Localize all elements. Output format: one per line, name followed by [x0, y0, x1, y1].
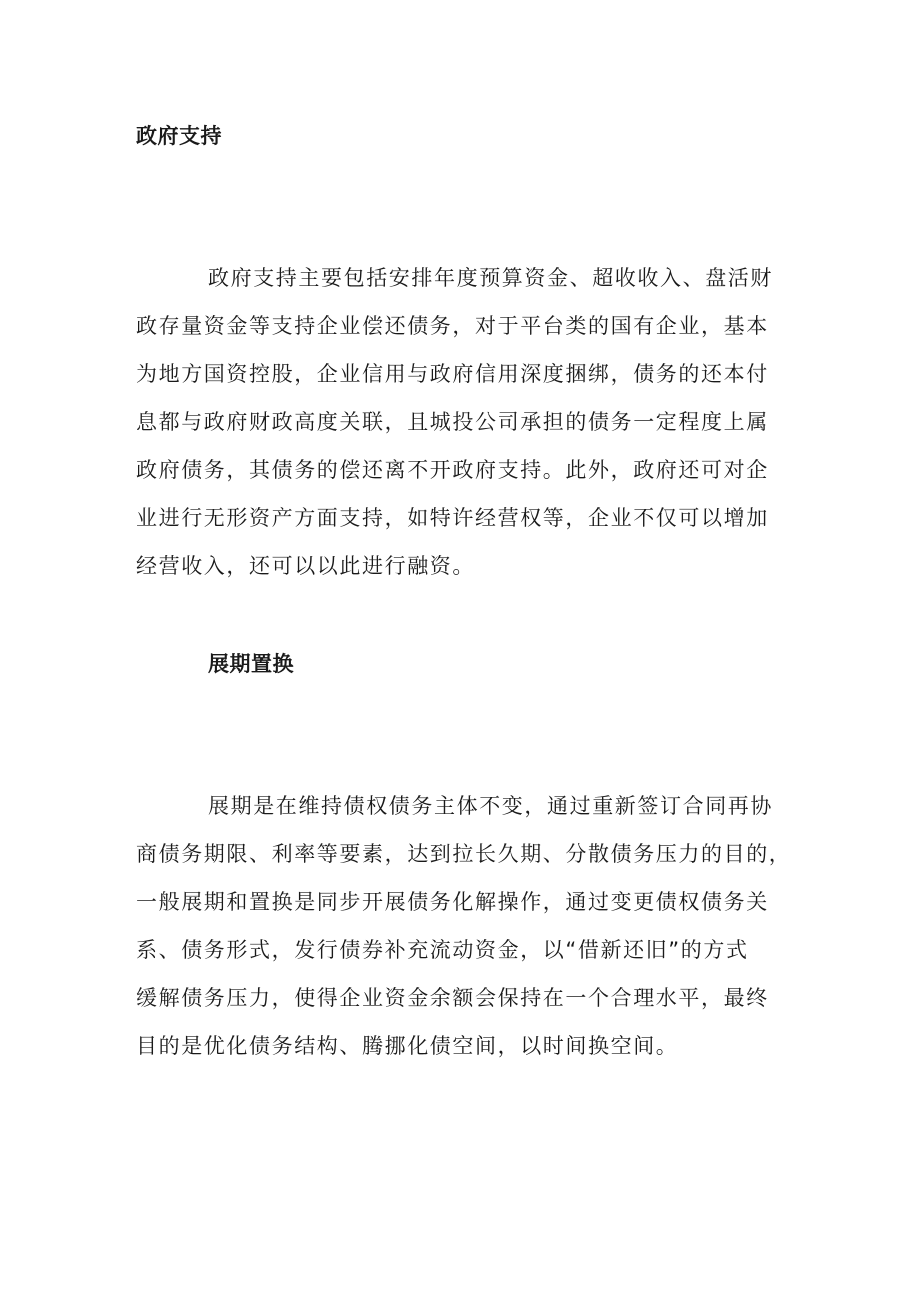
- paragraph-line: 政府支持主要包括安排年度预算资金、超收收入、盘活财: [208, 266, 773, 290]
- paragraph-line: 商债务期限、利率等要素，达到拉长久期、分散债务压力的目的，: [136, 842, 792, 866]
- paragraph-line: 业进行无形资产方面支持，如特许经营权等，企业不仅可以增加: [136, 506, 769, 530]
- paragraph-line: 政存量资金等支持企业偿还债务，对于平台类的国有企业，基本: [136, 314, 769, 338]
- paragraph-line: 展期是在维持债权债务主体不变，通过重新签订合同再协: [208, 794, 773, 818]
- paragraph-line: 系、债务形式，发行债券补充流动资金，以“借新还旧”的方式: [136, 938, 749, 962]
- paragraph-extension-replacement: [136, 782, 796, 1070]
- paragraph-line: 息都与政府财政高度关联，且城投公司承担的债务一定程度上属: [136, 410, 769, 434]
- paragraph-line: 目的是优化债务结构、腾挪化债空间，以时间换空间。: [136, 1034, 679, 1058]
- section-heading-extension-replacement: 展期置换: [208, 652, 294, 676]
- section-heading-government-support: 政府支持: [136, 124, 222, 148]
- paragraph-line: 政府债务，其债务的偿还离不开政府支持。此外，政府还可对企: [136, 458, 769, 482]
- paragraph-line: 为地方国资控股，企业信用与政府信用深度捆绑，债务的还本付: [136, 362, 769, 386]
- paragraph-government-support: [136, 254, 796, 590]
- paragraph-line: 缓解债务压力，使得企业资金余额会保持在一个合理水平，最终: [136, 986, 769, 1010]
- paragraph-line: 一般展期和置换是同步开展债务化解操作，通过变更债权债务关: [136, 890, 769, 914]
- paragraph-line: 经营收入，还可以以此进行融资。: [136, 554, 475, 578]
